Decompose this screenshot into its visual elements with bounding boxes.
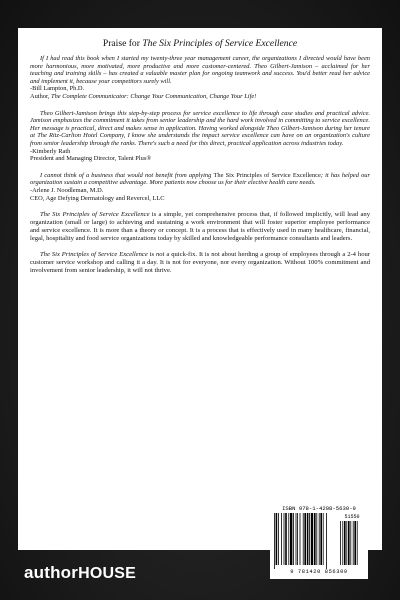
- barcode-bar: [309, 513, 310, 565]
- testimonial-noodleman: [30, 172, 370, 202]
- testimonial-name: -Arlene J. Noodleman, M.D.: [30, 186, 104, 194]
- barcode-addon-bar: [344, 521, 346, 565]
- barcode-addon-bar: [340, 521, 341, 565]
- testimonial-role: Author, The Complete Communicator: Change Your Communication, Change Your Life!: [30, 92, 257, 100]
- barcode-addon-bar: [357, 521, 358, 565]
- barcode-bar: [293, 513, 294, 565]
- barcode-bars: [274, 513, 364, 569]
- testimonial-text: If I had read this book when I started my twenty-three year management career, the organizations I directed would have been more harmonious, more motivated, more productive and more customer-centered. Theo Gilbert-Jamison – acclaimed for her teaching and training skills – has created a valuable master plan for ongoing teamwork and success. You'd better read her advice and implement it, because your competitors surely will.: [30, 55, 370, 85]
- barcode-bar: [284, 513, 285, 565]
- testimonial-text: I cannot think of a business that would not benefit from applying The Six Principles of Service Excellence; it has helped our organization sustain a competitive advantage. More patients now choose us for their elective health care needs.: [30, 171, 370, 187]
- barcode-bar: [323, 513, 324, 565]
- barcode-bar: [304, 513, 306, 565]
- barcode-addon-bar: [354, 521, 356, 565]
- barcode-bar: [296, 513, 297, 565]
- price-code: 51550: [344, 514, 360, 520]
- praise-panel: [18, 28, 382, 550]
- barcode-bar: [276, 513, 278, 565]
- barcode-addon-bar: [342, 521, 343, 565]
- barcode-bar: [278, 513, 279, 565]
- barcode-addon-bar: [353, 521, 354, 565]
- publisher-logo: authorHOUSE: [24, 563, 136, 582]
- testimonial-rath: [30, 110, 370, 163]
- barcode-bar: [319, 513, 320, 565]
- barcode-bar: [297, 513, 298, 565]
- barcode-digits: 9 781420 856309: [290, 569, 348, 575]
- description-paragraph-2: The Six Principles of Service Excellence is not a quick-fix. It is not about herding a group of employees through a 2-4 hour customer service workshop and calling it a day. It is not for everyone, nor every organization. Without 100% commitment and involvement from senior leadership, it will not thrive.: [30, 250, 370, 274]
- barcode-bar: [290, 513, 292, 565]
- barcode-bar: [307, 513, 309, 565]
- barcode-addon-bar: [348, 521, 350, 565]
- description-paragraph-1: The Six Principles of Service Excellence is a simple, yet comprehensive process that, if followed implicitly, will lead any organization (small or large) to achieving and sustaining a work environment that will foster superior employee performance and service excellence. It is more than a theory or concept. It is a process that is effectively used in many healthcare, financial, legal, hospitality and food service organizations today by skilled and knowledgeable performance consultants and leaders.: [30, 211, 370, 242]
- barcode-bar: [285, 513, 287, 565]
- barcode-bar: [320, 513, 322, 565]
- title-book: The Six Principles of Service Excellence: [142, 38, 298, 49]
- testimonial-role: CEO, Age Defying Dermatology and Revercel, LLC: [30, 194, 165, 202]
- testimonial-lampton: [30, 55, 370, 101]
- barcode-bar: [303, 513, 304, 565]
- barcode-bar: [288, 513, 289, 565]
- testimonial-name: -Bill Lampton, Ph.D.: [30, 85, 85, 93]
- testimonial-name: -Kimberly Rath: [30, 147, 71, 155]
- title-prefix: Praise for: [102, 38, 143, 49]
- barcode: [270, 503, 368, 579]
- barcode-bar: [274, 513, 275, 569]
- barcode-addon-bar: [346, 521, 347, 565]
- isbn-text: ISBN 978-1-4208-5630-9: [282, 505, 356, 512]
- barcode-bar: [316, 513, 317, 565]
- barcode-bar: [326, 513, 327, 569]
- barcode-bar: [300, 513, 301, 565]
- barcode-bar: [314, 513, 316, 565]
- barcode-addon-bar: [350, 521, 351, 565]
- barcode-bar: [311, 513, 313, 565]
- barcode-bar: [281, 513, 282, 565]
- testimonial-text: Theo Gilbert-Jamison brings this step-by-step process for service excellence to life through case studies and practical advice. Jamison emphasizes the commitment it takes from senior leadership and the hard work involved in committing to service excellence. Her message is practical, direct and makes sense in application. Having worked alongside Theo Gilbert-Jamison during her tenure at The Ritz-Carlton Hotel Company, I know she understands the impact service excellence can have on an organization's culture from senior leadership through the ranks. There's such a need for this direct, practical application across industries today.: [30, 109, 370, 147]
- testimonial-role: President and Managing Director, Talent Plus®: [30, 155, 152, 163]
- panel-title: [30, 38, 370, 49]
